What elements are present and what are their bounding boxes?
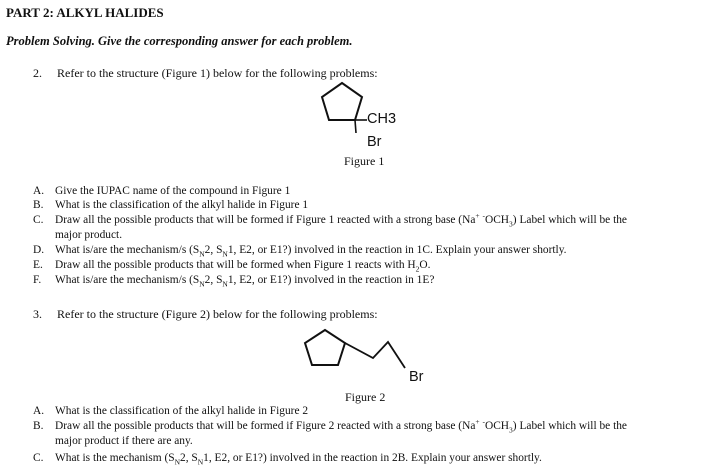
question-2-item-d: D. What is/are the mechanism/s ($S_N2$, $S_N1$, E2, or E1?) involved in the reaction in 1C. Explain your answer shortly. [33,244,567,259]
question-2-item-b: B. What is the classification of the alkyl halide in Figure 1 [33,199,309,211]
br-label-figure-1: Br [367,134,382,150]
figure-1-caption: Figure 1 [344,154,385,168]
br-label-figure-2: Br [409,369,424,385]
question-2-item-f: F. What is/are the mechanism/s ($S_N2$, $S_N1$, E2, or E1?) involved in the reaction in 1E? [33,274,435,289]
question-number: 3. [33,307,42,321]
question-text: Refer to the structure (Figure 1) below for the following problems: [57,66,378,80]
question-text: Refer to the structure (Figure 2) below for the following problems: [57,307,378,321]
question-3-item-b-continuation: major product if there are any. [55,435,193,447]
question-3-item-b: B. Draw all the possible products that will be formed if Figure 2 reacted with a strong base (Na+ $^-OCH_3$) Label which will be the [33,417,627,435]
question-2-item-c-continuation: major product. [55,229,123,241]
question-number: 2. [33,66,42,80]
figure-2-caption: Figure 2 [345,390,386,404]
cyclopentane-ring [305,330,345,365]
question-2-item-c: C. Draw all the possible products that will be formed if Figure 1 reacted with a strong base (Na+ $^-OCH_3$) Label which will be the [33,211,627,229]
ethyl-bromide-chain [345,342,405,368]
question-3-item-a: A. What is the classification of the alkyl halide in Figure 2 [33,405,309,417]
question-3-item-c: C. What is the mechanism ($S_N2$, $S_N1$, E2, or E1?) involved in the reaction in 2B. Explain your answer shortly. [33,452,542,467]
question-2-item-a: A. Give the IUPAC name of the compound in Figure 1 [33,185,291,197]
question-2-item-e: E. Draw all the possible products that will be formed when Figure 1 reacts with $H_2O$. [33,259,431,274]
ch3-label: CH3 [367,111,397,127]
instruction-heading: Problem Solving. Give the corresponding answer for each problem. [6,34,353,48]
part-title: PART 2: ALKYL HALIDES [6,5,164,20]
